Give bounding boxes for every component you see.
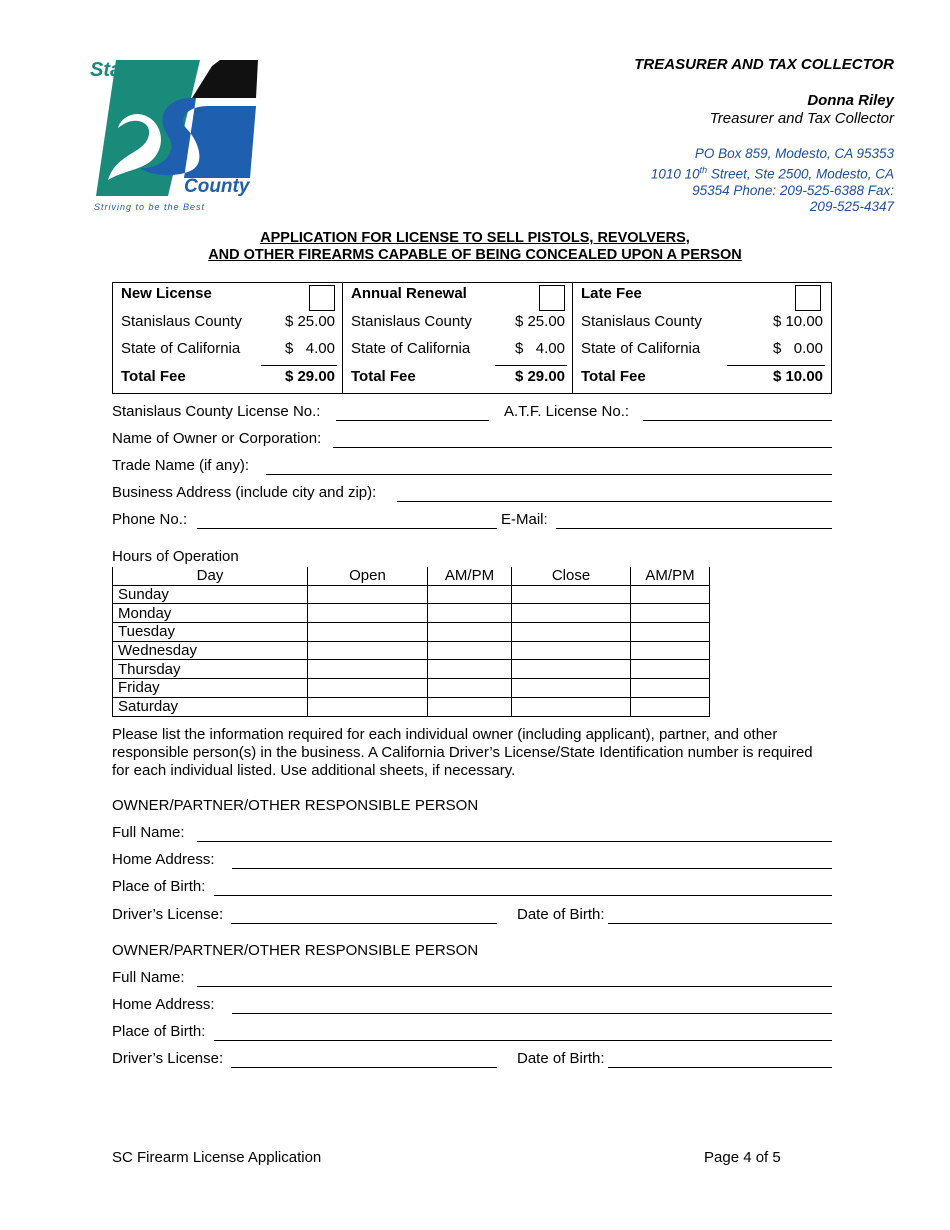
drivers-license-label: Driver’s License: bbox=[112, 1050, 224, 1067]
close-ampm-cell[interactable] bbox=[631, 604, 710, 623]
place-of-birth-field[interactable] bbox=[214, 1040, 832, 1041]
fee-amount: $ 4.00 bbox=[514, 340, 565, 357]
column-divider bbox=[572, 283, 573, 393]
close-time-cell[interactable] bbox=[512, 641, 631, 660]
fee-heading-new: New License bbox=[121, 285, 212, 302]
officer-name: Donna Riley bbox=[807, 92, 894, 109]
open-ampm-cell[interactable] bbox=[428, 660, 512, 679]
fee-label: State of California bbox=[581, 340, 701, 357]
fee-amount: $ 4.00 bbox=[284, 340, 335, 357]
drivers-license-field[interactable] bbox=[231, 923, 497, 924]
person-section-heading: OWNER/PARTNER/OTHER RESPONSIBLE PERSON bbox=[112, 797, 479, 814]
close-time-cell[interactable] bbox=[512, 679, 631, 698]
hours-day: Sunday bbox=[113, 585, 308, 604]
open-ampm-cell[interactable] bbox=[428, 604, 512, 623]
fee-amount: $ 10.00 bbox=[772, 313, 823, 330]
hours-header-day: Day bbox=[113, 567, 308, 585]
logo-top-word: Stanislaus bbox=[90, 59, 191, 81]
close-time-cell[interactable] bbox=[512, 604, 631, 623]
fee-heading-late: Late Fee bbox=[581, 285, 642, 302]
close-ampm-cell[interactable] bbox=[631, 697, 710, 716]
county-license-field[interactable] bbox=[336, 420, 489, 421]
open-time-cell[interactable] bbox=[308, 660, 428, 679]
hours-day: Monday bbox=[113, 604, 308, 623]
fee-heading-renewal: Annual Renewal bbox=[351, 285, 467, 302]
footer-page-number: Page 4 of 5 bbox=[704, 1149, 781, 1166]
email-label: E-Mail: bbox=[501, 511, 548, 528]
hours-row bbox=[113, 660, 710, 679]
atf-license-label: A.T.F. License No.: bbox=[504, 403, 630, 420]
stanislaus-county-logo bbox=[88, 58, 258, 214]
open-time-cell[interactable] bbox=[308, 585, 428, 604]
close-ampm-cell[interactable] bbox=[631, 679, 710, 698]
close-time-cell[interactable] bbox=[512, 623, 631, 642]
close-ampm-cell[interactable] bbox=[631, 641, 710, 660]
total-rule bbox=[727, 365, 825, 366]
hours-day: Thursday bbox=[113, 660, 308, 679]
fee-total-amount: $ 29.00 bbox=[284, 368, 335, 385]
home-address-field[interactable] bbox=[232, 868, 832, 869]
logo-black-shape bbox=[192, 60, 258, 98]
open-time-cell[interactable] bbox=[308, 697, 428, 716]
hours-row bbox=[113, 585, 710, 604]
owner-name-field[interactable] bbox=[333, 447, 832, 448]
close-ampm-cell[interactable] bbox=[631, 623, 710, 642]
hours-header-open: Open bbox=[308, 567, 428, 585]
home-address-label: Home Address: bbox=[112, 851, 215, 868]
open-time-cell[interactable] bbox=[308, 679, 428, 698]
column-divider bbox=[342, 283, 343, 393]
drivers-license-label: Driver’s License: bbox=[112, 906, 224, 923]
fee-table bbox=[112, 282, 832, 394]
hours-row bbox=[113, 604, 710, 623]
open-ampm-cell[interactable] bbox=[428, 697, 512, 716]
open-time-cell[interactable] bbox=[308, 641, 428, 660]
hours-row bbox=[113, 623, 710, 642]
atf-license-field[interactable] bbox=[643, 420, 832, 421]
open-time-cell[interactable] bbox=[308, 604, 428, 623]
email-field[interactable] bbox=[556, 528, 832, 529]
fee-amount: $ 25.00 bbox=[514, 313, 565, 330]
full-name-label: Full Name: bbox=[112, 824, 185, 841]
business-address-field[interactable] bbox=[397, 501, 832, 502]
office-address bbox=[624, 146, 894, 215]
hours-row bbox=[113, 641, 710, 660]
full-name-field[interactable] bbox=[197, 986, 832, 987]
open-ampm-cell[interactable] bbox=[428, 623, 512, 642]
trade-name-field[interactable] bbox=[266, 474, 832, 475]
fee-total-label: Total Fee bbox=[581, 368, 646, 385]
fee-label: Stanislaus County bbox=[121, 313, 242, 330]
home-address-label: Home Address: bbox=[112, 996, 215, 1013]
close-ampm-cell[interactable] bbox=[631, 660, 710, 679]
county-license-label: Stanislaus County License No.: bbox=[112, 403, 321, 420]
new-license-checkbox[interactable] bbox=[309, 285, 335, 311]
total-rule bbox=[261, 365, 337, 366]
close-time-cell[interactable] bbox=[512, 697, 631, 716]
business-address-label: Business Address (include city and zip): bbox=[112, 484, 377, 501]
hours-row bbox=[113, 679, 710, 698]
place-of-birth-label: Place of Birth: bbox=[112, 878, 206, 895]
hours-day: Friday bbox=[113, 679, 308, 698]
logo-bottom-word: County bbox=[184, 176, 250, 197]
hours-header-ampm: AM/PM bbox=[631, 567, 710, 585]
date-of-birth-label: Date of Birth: bbox=[517, 1050, 605, 1067]
open-ampm-cell[interactable] bbox=[428, 679, 512, 698]
hours-header-close: Close bbox=[512, 567, 631, 585]
home-address-field[interactable] bbox=[232, 1013, 832, 1014]
date-of-birth-field[interactable] bbox=[608, 1067, 832, 1068]
hours-label: Hours of Operation bbox=[112, 548, 239, 565]
hours-header-ampm: AM/PM bbox=[428, 567, 512, 585]
fee-label: Stanislaus County bbox=[581, 313, 702, 330]
open-ampm-cell[interactable] bbox=[428, 641, 512, 660]
fee-amount: $ 0.00 bbox=[772, 340, 823, 357]
hours-row bbox=[113, 697, 710, 716]
office-name: TREASURER AND TAX COLLECTOR bbox=[634, 56, 894, 73]
fee-label: State of California bbox=[351, 340, 471, 357]
close-time-cell[interactable] bbox=[512, 660, 631, 679]
fee-amount: $ 25.00 bbox=[284, 313, 335, 330]
close-ampm-cell[interactable] bbox=[631, 585, 710, 604]
owner-name-label: Name of Owner or Corporation: bbox=[112, 430, 322, 447]
address-line-4: 209-525-4347 bbox=[809, 198, 894, 214]
address-line-3: 95354 Phone: 209-525-6388 Fax: bbox=[692, 182, 894, 198]
instructions-paragraph: Please list the information required for each individual owner (including applicant), partner, and other responsible person(s) in the business. A California Driver’s License/State Identification number is required for each individual listed. Use additional sheets, if necessary. bbox=[112, 726, 813, 779]
close-time-cell[interactable] bbox=[512, 585, 631, 604]
date-of-birth-label: Date of Birth: bbox=[517, 906, 605, 923]
drivers-license-field[interactable] bbox=[231, 1067, 497, 1068]
logo-tagline: Striving to be the Best bbox=[94, 202, 206, 212]
trade-name-label: Trade Name (if any): bbox=[112, 457, 249, 474]
person-section-heading: OWNER/PARTNER/OTHER RESPONSIBLE PERSON bbox=[112, 942, 479, 959]
place-of-birth-field[interactable] bbox=[214, 895, 832, 896]
full-name-label: Full Name: bbox=[112, 969, 185, 986]
open-time-cell[interactable] bbox=[308, 623, 428, 642]
address-line-1: PO Box 859, Modesto, CA 95353 bbox=[694, 146, 894, 161]
phone-label: Phone No.: bbox=[112, 511, 188, 528]
address-line-2: 1010 10th Street, Ste 2500, Modesto, CA bbox=[650, 165, 894, 182]
hours-day: Saturday bbox=[113, 697, 308, 716]
officer-title: Treasurer and Tax Collector bbox=[709, 110, 894, 127]
phone-field[interactable] bbox=[197, 528, 497, 529]
full-name-field[interactable] bbox=[197, 841, 832, 842]
fee-total-label: Total Fee bbox=[121, 368, 186, 385]
hours-day: Tuesday bbox=[113, 623, 308, 642]
open-ampm-cell[interactable] bbox=[428, 585, 512, 604]
late-fee-checkbox[interactable] bbox=[795, 285, 821, 311]
hours-day: Wednesday bbox=[113, 641, 308, 660]
annual-renewal-checkbox[interactable] bbox=[539, 285, 565, 311]
date-of-birth-field[interactable] bbox=[608, 923, 832, 924]
footer-form-name: SC Firearm License Application bbox=[112, 1149, 322, 1166]
form-title: APPLICATION FOR LICENSE TO SELL PISTOLS, REVOLVERS, AND OTHER FIREARMS CAPABLE OF BEING CONCEALED UPON A PERSON bbox=[208, 230, 742, 263]
hours-table bbox=[112, 567, 710, 717]
total-rule bbox=[495, 365, 567, 366]
fee-total-amount: $ 10.00 bbox=[772, 368, 823, 385]
fee-total-label: Total Fee bbox=[351, 368, 416, 385]
place-of-birth-label: Place of Birth: bbox=[112, 1023, 206, 1040]
fee-label: Stanislaus County bbox=[351, 313, 472, 330]
fee-total-amount: $ 29.00 bbox=[514, 368, 565, 385]
fee-label: State of California bbox=[121, 340, 241, 357]
